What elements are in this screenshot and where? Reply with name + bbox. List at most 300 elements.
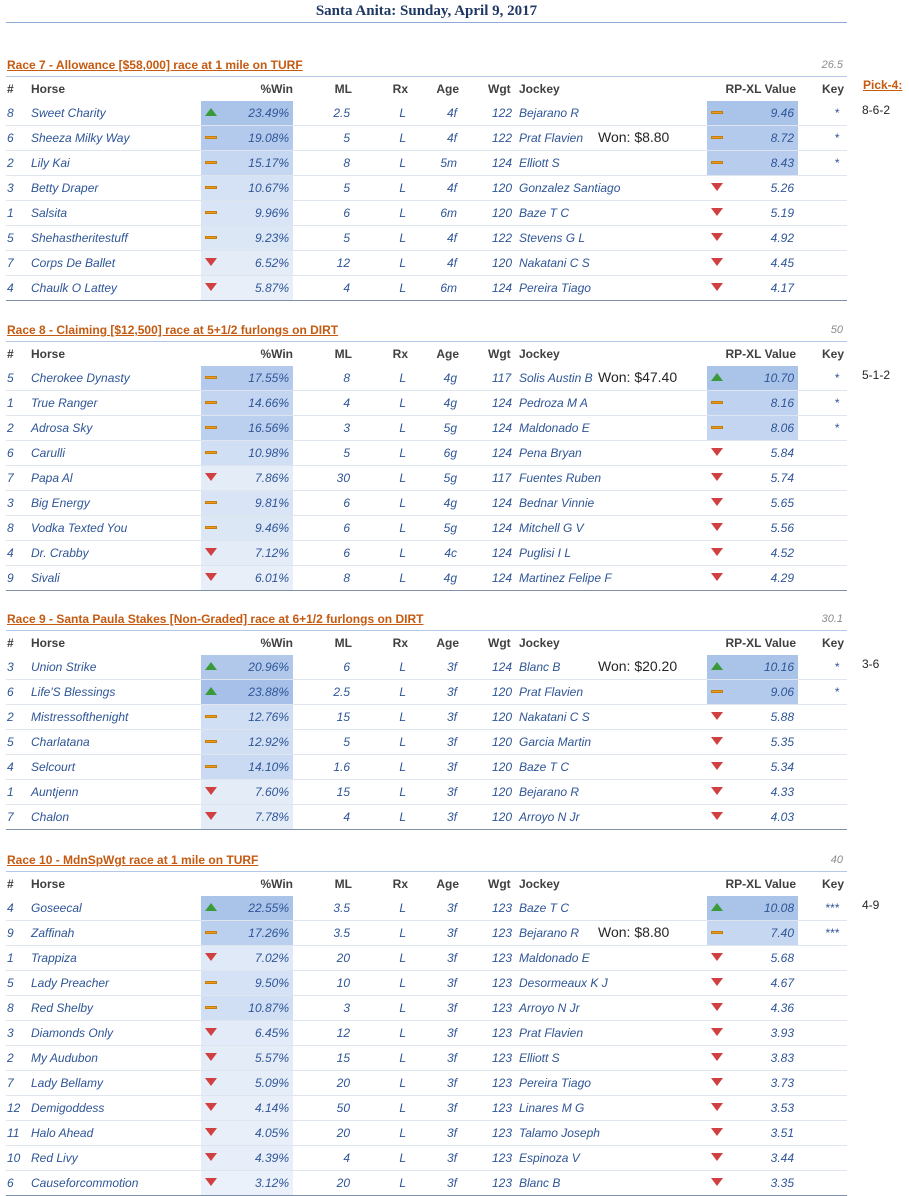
flat-dash-icon xyxy=(205,158,217,167)
horse-name[interactable]: Vodka Texted You xyxy=(31,521,128,535)
weight: 123 xyxy=(492,1101,513,1115)
medication: L xyxy=(399,735,406,749)
down-arrow-icon xyxy=(205,1028,217,1037)
medication: L xyxy=(399,181,406,195)
win-pct: 9.81% xyxy=(254,496,289,510)
age: 3f xyxy=(446,660,457,674)
jockey: Arroyo N Jr xyxy=(519,810,580,824)
weight: 120 xyxy=(492,685,513,699)
horse-name[interactable]: Selcourt xyxy=(31,760,76,774)
jockey: Bejarano R xyxy=(519,785,580,799)
age: 3f xyxy=(446,1001,457,1015)
win-pct-cell xyxy=(201,896,293,920)
jockey: Baze T C xyxy=(519,206,570,220)
down-arrow-icon xyxy=(711,233,723,242)
table-row xyxy=(6,516,847,541)
horse-name[interactable]: Adrosa Sky xyxy=(31,421,93,435)
medication: L xyxy=(399,685,406,699)
col-header-wgt: Wgt xyxy=(488,636,511,650)
win-pct: 14.66% xyxy=(248,396,289,410)
horse-name[interactable]: Big Energy xyxy=(31,496,90,510)
table-row xyxy=(6,101,847,126)
race-table xyxy=(6,845,847,1196)
weight: 124 xyxy=(492,446,513,460)
jockey: Bednar Vinnie xyxy=(519,496,595,510)
rpxl-value: 5.19 xyxy=(770,206,794,220)
key-mark: *** xyxy=(824,926,839,940)
pick4-label: Pick-4: xyxy=(863,78,903,92)
col-header-key: Key xyxy=(821,347,844,361)
horse-name[interactable]: Red Livy xyxy=(31,1151,78,1165)
down-arrow-icon xyxy=(711,523,723,532)
weight: 123 xyxy=(492,951,513,965)
table-row xyxy=(6,755,847,780)
age: 4f xyxy=(446,181,457,195)
table-row xyxy=(6,896,847,921)
horse-name[interactable]: Carulli xyxy=(31,446,66,460)
win-pct: 14.10% xyxy=(248,760,289,774)
rpxl-cell xyxy=(707,1096,798,1120)
col-header-wgt: Wgt xyxy=(488,82,511,96)
up-arrow-icon xyxy=(205,903,217,912)
rpxl-cell xyxy=(707,805,798,829)
win-pct: 7.60% xyxy=(254,785,289,799)
morning-line: 20 xyxy=(336,1126,350,1140)
rpxl-cell xyxy=(707,1046,798,1070)
col-header-rx: Rx xyxy=(392,347,408,361)
horse-name[interactable]: Cherokee Dynasty xyxy=(31,371,130,385)
col-header-wgt: Wgt xyxy=(488,347,511,361)
horse-number: 3 xyxy=(7,496,14,510)
down-arrow-icon xyxy=(711,448,723,457)
rpxl-cell xyxy=(707,896,798,920)
down-arrow-icon xyxy=(205,1178,217,1187)
rpxl-cell xyxy=(707,705,798,729)
table-row xyxy=(6,226,847,251)
rpxl-value: 9.06 xyxy=(770,685,794,699)
col-header-rpxl: RP-XL Value xyxy=(725,877,796,891)
medication: L xyxy=(399,206,406,220)
race-table xyxy=(6,50,847,301)
horse-name[interactable]: Auntjenn xyxy=(31,785,79,799)
horse-name[interactable]: Lily Kai xyxy=(31,156,70,170)
up-arrow-icon xyxy=(711,373,723,382)
win-pct-cell xyxy=(201,730,293,754)
horse-name[interactable]: Lady Preacher xyxy=(31,976,110,990)
rpxl-cell xyxy=(707,996,798,1020)
down-arrow-icon xyxy=(711,573,723,582)
weight: 124 xyxy=(492,571,513,585)
age: 3f xyxy=(446,926,457,940)
pick4-selection: 5-1-2 xyxy=(862,368,891,382)
horse-name[interactable]: Betty Draper xyxy=(31,181,99,195)
down-arrow-icon xyxy=(205,787,217,796)
win-pct: 4.14% xyxy=(254,1101,289,1115)
race-rows xyxy=(6,655,847,830)
horse-number: 3 xyxy=(7,181,14,195)
jockey: Linares M G xyxy=(519,1101,585,1115)
col-header-pwin: %Win xyxy=(260,877,293,891)
win-pct: 4.39% xyxy=(254,1151,289,1165)
race-score: 40 xyxy=(830,854,843,866)
col-header-ml: ML xyxy=(334,347,352,361)
horse-number: 10 xyxy=(7,1151,21,1165)
weight: 124 xyxy=(492,156,513,170)
key-mark: * xyxy=(834,660,839,674)
rpxl-cell xyxy=(707,226,798,250)
horse-number: 2 xyxy=(7,156,14,170)
horse-number: 6 xyxy=(7,1176,14,1190)
table-row xyxy=(6,1146,847,1171)
horse-number: 9 xyxy=(7,571,14,585)
rpxl-value: 5.56 xyxy=(770,521,794,535)
table-row xyxy=(6,1096,847,1121)
age: 5g xyxy=(443,421,457,435)
race-table xyxy=(6,315,847,591)
down-arrow-icon xyxy=(711,737,723,746)
morning-line: 50 xyxy=(336,1101,350,1115)
medication: L xyxy=(399,951,406,965)
flat-dash-icon xyxy=(711,133,723,142)
win-pct: 9.96% xyxy=(254,206,289,220)
race-title[interactable]: Race 10 - MdnSpWgt race at 1 mile on TURF xyxy=(7,853,259,867)
down-arrow-icon xyxy=(711,1128,723,1137)
win-pct-cell xyxy=(201,276,293,300)
weight: 117 xyxy=(492,471,512,485)
race-title[interactable]: Race 9 - Santa Paula Stakes [Non-Graded] race at 6+1/2 furlongs on DIRT xyxy=(7,612,424,626)
jockey: Garcia Martin xyxy=(519,735,592,749)
jockey: Espinoza V xyxy=(519,1151,580,1165)
morning-line: 15 xyxy=(336,710,350,724)
race-rows xyxy=(6,101,847,301)
medication: L xyxy=(399,901,406,915)
rpxl-value: 3.44 xyxy=(770,1151,794,1165)
down-arrow-icon xyxy=(711,1103,723,1112)
win-pct-cell xyxy=(201,226,293,250)
horse-name[interactable]: Sweet Charity xyxy=(31,106,106,120)
col-header-ml: ML xyxy=(334,877,352,891)
key-mark: * xyxy=(834,421,839,435)
rpxl-value: 3.83 xyxy=(770,1051,794,1065)
rpxl-value: 4.92 xyxy=(770,231,794,245)
win-pct: 5.57% xyxy=(254,1051,289,1065)
rpxl-cell xyxy=(707,541,798,565)
win-pct: 15.17% xyxy=(248,156,289,170)
win-pct-cell xyxy=(201,416,293,440)
table-row xyxy=(6,1121,847,1146)
weight: 124 xyxy=(492,660,513,674)
flat-dash-icon xyxy=(205,762,217,771)
down-arrow-icon xyxy=(205,283,217,292)
age: 4f xyxy=(446,106,457,120)
pick4-selection: 3-6 xyxy=(862,657,880,671)
horse-number: 7 xyxy=(7,256,14,270)
down-arrow-icon xyxy=(711,1078,723,1087)
age: 4g xyxy=(443,496,457,510)
morning-line: 6 xyxy=(343,546,350,560)
rpxl-cell xyxy=(707,680,798,704)
win-pct-cell xyxy=(201,655,293,679)
jockey: Bejarano R xyxy=(519,926,580,940)
horse-number: 5 xyxy=(7,735,14,749)
horse-name[interactable]: Sheeza Milky Way xyxy=(31,131,130,145)
rpxl-value: 5.88 xyxy=(770,710,794,724)
jockey: Prat Flavien xyxy=(519,685,584,699)
medication: L xyxy=(399,710,406,724)
win-pct: 3.12% xyxy=(254,1176,289,1190)
table-row xyxy=(6,655,847,680)
col-header-num: # xyxy=(7,636,14,650)
morning-line: 5 xyxy=(343,131,350,145)
rpxl-value: 3.93 xyxy=(770,1026,794,1040)
age: 6m xyxy=(440,206,457,220)
age: 3f xyxy=(446,976,457,990)
win-pct-cell xyxy=(201,1146,293,1170)
table-row xyxy=(6,276,847,301)
horse-name[interactable]: Halo Ahead xyxy=(31,1126,94,1140)
rpxl-cell xyxy=(707,730,798,754)
win-pct-cell xyxy=(201,1121,293,1145)
weight: 124 xyxy=(492,496,513,510)
weight: 123 xyxy=(492,1051,513,1065)
col-header-age: Age xyxy=(436,636,459,650)
medication: L xyxy=(399,1026,406,1040)
rpxl-cell xyxy=(707,755,798,779)
horse-name[interactable]: Life'S Blessings xyxy=(31,685,116,699)
down-arrow-icon xyxy=(711,712,723,721)
win-pct-cell xyxy=(201,1071,293,1095)
up-arrow-icon xyxy=(205,662,217,671)
morning-line: 5 xyxy=(343,446,350,460)
down-arrow-icon xyxy=(711,548,723,557)
win-pct-cell xyxy=(201,755,293,779)
rpxl-value: 4.67 xyxy=(770,976,794,990)
down-arrow-icon xyxy=(711,208,723,217)
jockey: Blanc B xyxy=(519,660,561,674)
horse-number: 6 xyxy=(7,131,14,145)
horse-name[interactable]: Lady Bellamy xyxy=(31,1076,104,1090)
flat-dash-icon xyxy=(205,737,217,746)
jockey: Pedroza M A xyxy=(519,396,588,410)
rpxl-value: 5.35 xyxy=(770,735,794,749)
rpxl-value: 8.43 xyxy=(770,156,794,170)
flat-dash-icon xyxy=(711,928,723,937)
morning-line: 2.5 xyxy=(333,106,350,120)
weight: 120 xyxy=(492,785,513,799)
horse-number: 8 xyxy=(7,521,14,535)
medication: L xyxy=(399,660,406,674)
horse-name[interactable]: Salsita xyxy=(31,206,68,220)
win-pct-cell xyxy=(201,126,293,150)
win-pct-cell xyxy=(201,996,293,1020)
win-pct-cell xyxy=(201,566,293,590)
age: 3f xyxy=(446,1101,457,1115)
weight: 124 xyxy=(492,396,513,410)
win-pct: 23.88% xyxy=(248,685,289,699)
down-arrow-icon xyxy=(205,953,217,962)
rpxl-value: 7.40 xyxy=(770,926,794,940)
win-pct: 7.12% xyxy=(254,546,289,560)
rpxl-value: 4.17 xyxy=(770,281,794,295)
down-arrow-icon xyxy=(711,1178,723,1187)
down-arrow-icon xyxy=(205,1053,217,1062)
race-header xyxy=(6,604,847,630)
col-header-jockey: Jockey xyxy=(519,877,560,891)
win-pct-cell xyxy=(201,201,293,225)
flat-dash-icon xyxy=(205,712,217,721)
medication: L xyxy=(399,546,406,560)
morning-line: 3 xyxy=(343,1001,350,1015)
rpxl-cell xyxy=(707,101,798,125)
weight: 124 xyxy=(492,521,513,535)
age: 4f xyxy=(446,131,457,145)
medication: L xyxy=(399,106,406,120)
win-pct-cell xyxy=(201,946,293,970)
horse-name[interactable]: True Ranger xyxy=(31,396,98,410)
horse-name[interactable]: Diamonds Only xyxy=(31,1026,114,1040)
horse-name[interactable]: Trappiza xyxy=(31,951,77,965)
horse-name[interactable]: Shehastheritestuff xyxy=(31,231,128,245)
table-row xyxy=(6,416,847,441)
horse-name[interactable]: Red Shelby xyxy=(31,1001,94,1015)
medication: L xyxy=(399,256,406,270)
age: 6g xyxy=(443,446,457,460)
col-header-pwin: %Win xyxy=(260,82,293,96)
win-pct-cell xyxy=(201,466,293,490)
down-arrow-icon xyxy=(205,1103,217,1112)
rpxl-cell xyxy=(707,1146,798,1170)
up-arrow-icon xyxy=(205,108,217,117)
jockey: Pereira Tiago xyxy=(519,281,591,295)
rpxl-cell xyxy=(707,441,798,465)
race-title[interactable]: Race 7 - Allowance [$58,000] race at 1 mile on TURF xyxy=(7,58,303,72)
race-header xyxy=(6,845,847,871)
morning-line: 2.5 xyxy=(333,685,350,699)
horse-name[interactable]: My Audubon xyxy=(31,1051,98,1065)
medication: L xyxy=(399,371,406,385)
table-row xyxy=(6,251,847,276)
col-header-age: Age xyxy=(436,877,459,891)
morning-line: 3.5 xyxy=(333,901,350,915)
rpxl-cell xyxy=(707,780,798,804)
table-row xyxy=(6,946,847,971)
age: 4c xyxy=(444,546,457,560)
age: 3f xyxy=(446,710,457,724)
win-pct: 4.05% xyxy=(254,1126,289,1140)
horse-name[interactable]: Papa Al xyxy=(31,471,73,485)
down-arrow-icon xyxy=(711,787,723,796)
flat-dash-icon xyxy=(205,523,217,532)
horse-name[interactable]: Causeforcommotion xyxy=(31,1176,139,1190)
weight: 123 xyxy=(492,1151,513,1165)
rpxl-cell xyxy=(707,921,798,945)
horse-number: 4 xyxy=(7,281,14,295)
morning-line: 4 xyxy=(343,810,350,824)
morning-line: 8 xyxy=(343,156,350,170)
morning-line: 8 xyxy=(343,571,350,585)
morning-line: 20 xyxy=(336,951,350,965)
rpxl-value: 4.52 xyxy=(770,546,794,560)
flat-dash-icon xyxy=(205,373,217,382)
race-rows xyxy=(6,896,847,1196)
flat-dash-icon xyxy=(205,978,217,987)
age: 3f xyxy=(446,1151,457,1165)
up-arrow-icon xyxy=(711,662,723,671)
rpxl-cell xyxy=(707,466,798,490)
horse-name[interactable]: Zaffinah xyxy=(31,926,75,940)
rpxl-cell xyxy=(707,1171,798,1195)
medication: L xyxy=(399,281,406,295)
win-pct-cell xyxy=(201,151,293,175)
down-arrow-icon xyxy=(711,1003,723,1012)
horse-number: 1 xyxy=(7,785,14,799)
age: 5m xyxy=(440,156,457,170)
down-arrow-icon xyxy=(711,1028,723,1037)
jockey: Elliott S xyxy=(519,1051,560,1065)
won-payout: Won: $47.40 xyxy=(598,369,678,385)
win-pct-cell xyxy=(201,680,293,704)
win-pct-cell xyxy=(201,251,293,275)
horse-name[interactable]: Charlatana xyxy=(31,735,90,749)
table-row xyxy=(6,705,847,730)
column-header-row xyxy=(6,76,847,101)
table-row xyxy=(6,730,847,755)
flat-dash-icon xyxy=(205,398,217,407)
rpxl-value: 3.35 xyxy=(770,1176,794,1190)
down-arrow-icon xyxy=(711,258,723,267)
race-title[interactable]: Race 8 - Claiming [$12,500] race at 5+1/2 furlongs on DIRT xyxy=(7,323,339,337)
age: 5g xyxy=(443,521,457,535)
horse-name[interactable]: Corps De Ballet xyxy=(31,256,116,270)
down-arrow-icon xyxy=(711,1153,723,1162)
horse-name[interactable]: Chalon xyxy=(31,810,70,824)
jockey: Bejarano R xyxy=(519,106,580,120)
horse-name[interactable]: Mistressofthenight xyxy=(31,710,129,724)
rpxl-cell xyxy=(707,201,798,225)
horse-number: 2 xyxy=(7,710,14,724)
table-row xyxy=(6,680,847,705)
rpxl-cell xyxy=(707,251,798,275)
age: 3f xyxy=(446,1176,457,1190)
down-arrow-icon xyxy=(711,978,723,987)
horse-name[interactable]: Demigoddess xyxy=(31,1101,105,1115)
flat-dash-icon xyxy=(205,448,217,457)
down-arrow-icon xyxy=(711,953,723,962)
flat-dash-icon xyxy=(205,133,217,142)
key-mark: * xyxy=(834,131,839,145)
rpxl-cell xyxy=(707,516,798,540)
col-header-key: Key xyxy=(821,636,844,650)
horse-number: 8 xyxy=(7,1001,14,1015)
horse-name[interactable]: Goseecal xyxy=(31,901,82,915)
col-header-rpxl: RP-XL Value xyxy=(725,636,796,650)
weight: 120 xyxy=(492,810,513,824)
won-payout: Won: $8.80 xyxy=(598,924,670,940)
horse-name[interactable]: Dr. Crabby xyxy=(31,546,89,560)
rpxl-value: 10.70 xyxy=(763,371,794,385)
win-pct-cell xyxy=(201,101,293,125)
rpxl-cell xyxy=(707,491,798,515)
down-arrow-icon xyxy=(711,283,723,292)
win-pct-cell xyxy=(201,1046,293,1070)
table-row xyxy=(6,366,847,391)
horse-name[interactable]: Sivali xyxy=(31,571,60,585)
key-mark: * xyxy=(834,685,839,699)
horse-name[interactable]: Union Strike xyxy=(31,660,97,674)
col-header-key: Key xyxy=(821,877,844,891)
horse-name[interactable]: Chaulk O Lattey xyxy=(31,281,118,295)
rpxl-value: 3.53 xyxy=(770,1101,794,1115)
